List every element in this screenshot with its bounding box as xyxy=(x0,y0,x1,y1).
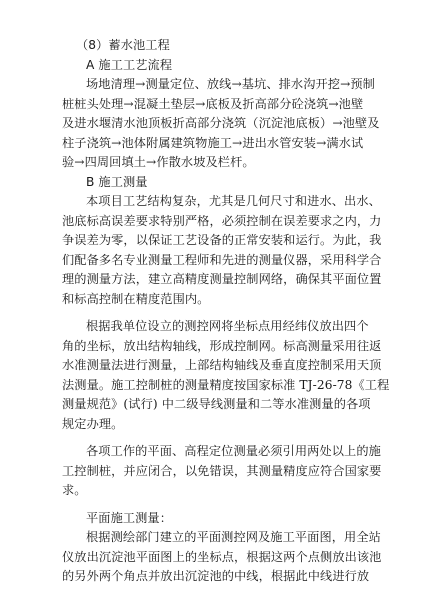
paragraph-gap xyxy=(62,434,372,442)
text-line: 及进水堰清水池顶板折高部分浇筑（沉淀池底板）→池壁及 xyxy=(62,116,380,130)
text-line: 法测量。施工控制桩的测量精度按国家标准 TJ-26-78《工程 xyxy=(62,377,390,392)
text-line: 根据测绘部门建立的平面测控网及施工平面图，用全站 xyxy=(86,530,381,544)
subsection-c-title: 平面施工测量： xyxy=(86,510,173,525)
section-title: （8）蓄水池工程 xyxy=(76,38,170,52)
text-line: 工控制桩，并应闭合，以免错误，其测量精度应符合国家要 xyxy=(62,463,382,478)
text-line: 们配备多名专业测量工程师和先进的测量仪器，采用科学合 xyxy=(62,252,382,267)
subsection-b-title: B 施工测量 xyxy=(86,174,148,189)
paragraph-plane-survey xyxy=(62,528,382,587)
text-line: 桩桩头处理→混凝土垫层→底板及折高部分砼浇筑→池壁 xyxy=(62,96,364,111)
paragraph-process-flow xyxy=(62,75,380,173)
text-line: 水准测量法进行测量，上部结构轴线及垂直度控制采用天顶 xyxy=(62,358,382,372)
subsection-a-title: A 施工工艺流程 xyxy=(86,57,173,72)
text-line: 角的坐标，放出结构轴线，形成控制网。标高测量采用往返 xyxy=(62,338,382,353)
text-line: 仪放出沉淀池平面图上的坐标点，根据这两个点侧放出该池 xyxy=(62,549,382,564)
text-line: 本项目工艺结构复杂，尤其是几何尺寸和进水、出水、 xyxy=(86,194,381,208)
paragraph-control-network xyxy=(62,317,390,434)
text-line: 求。 xyxy=(62,483,87,497)
paragraph-gap xyxy=(62,501,372,509)
paragraph-measurement-requirements xyxy=(62,192,382,309)
text-line: 的另外两个角点并放出沉淀池的中线，根据此中线进行放 xyxy=(62,569,370,583)
text-line: 场地清理→测量定位、放线→基坑、排水沟开挖→预制 xyxy=(86,77,375,91)
paragraph-positioning xyxy=(62,442,382,501)
text-line: 验→四周回填土→作散水坡及栏杆。 xyxy=(62,155,255,169)
text-line: 争误差为零，以保证工艺设备的正常安装和运行。为此，我 xyxy=(62,233,382,247)
document-body xyxy=(62,36,390,587)
paragraph-gap xyxy=(62,309,372,317)
text-line: 根据我单位设立的测控网将坐标点用经纬仪放出四个 xyxy=(86,319,369,333)
text-line: 理的测量方法，建立高精度测量控制网络，确保其平面位置 xyxy=(62,272,382,286)
text-line: 和标高控制在精度范围内。 xyxy=(62,291,210,306)
text-line: 柱子浇筑→池体附属建筑物施工→进出水管安装→满水试 xyxy=(62,135,364,150)
text-line: 测量规范》(试行) 中二级导线测量和二等水准测量的各项 xyxy=(62,397,371,411)
text-line: 规定办理。 xyxy=(62,416,124,431)
text-line: 池底标高误差要求特别严格，必须控制在误差要求之内，力 xyxy=(62,213,382,228)
text-line: 各项工作的平面、高程定位测量必须引用两处以上的施 xyxy=(86,444,381,458)
